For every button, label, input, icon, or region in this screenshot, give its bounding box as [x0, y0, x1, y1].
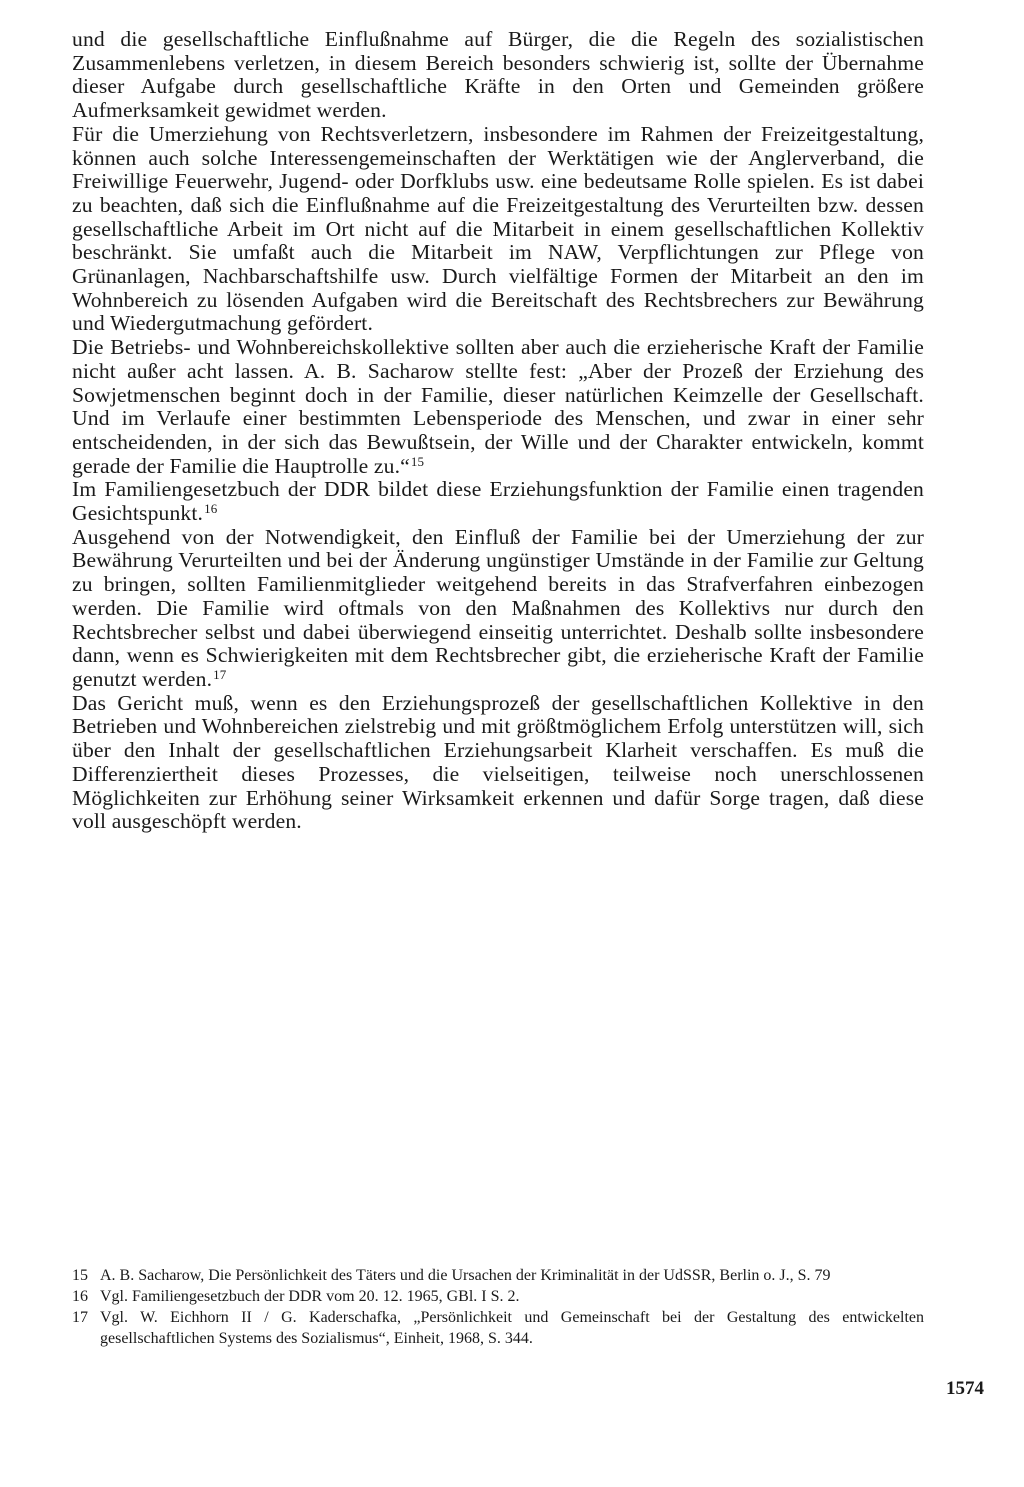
footnote-15 [72, 1265, 924, 1286]
footnote-ref-17[interactable]: 17 [213, 666, 227, 682]
footnotes [72, 1265, 924, 1349]
footnote-text: A. B. Sacharow, Die Persönlichkeit des Täters und die Ursachen der Kriminalität in der UdSSR, Berlin o. J., S. 79 [100, 1267, 831, 1284]
paragraph-2 [72, 123, 924, 336]
paragraph-1-text: und die gesellschaftliche Einflußnahme auf Bürger, die die Regeln des sozialistischen Zusammenlebens verletzen, in diesem Bereich besonders schwierig ist, sollte der Übernahme dieser Aufgabe durch gesellschaftliche Kräfte in den Orten und Gemeinden größere Aufmerksamkeit gewidmet werden. [72, 27, 924, 123]
paragraph-5-text: Ausgehend von der Notwendigkeit, den Einfluß der Familie bei der Umerziehung der zur Bewährung Verurteilten und bei der Änderung ungünstiger Umstände in der Familie zur Geltung zu bringen, sollten Familienmitglieder weitgehend bereits in das Strafverfahren einbezogen werden. Die Familie wird oftmals von den Maßnahmen des Kollektivs nur durch den Rechtsbrecher selbst und dabei überwiegend einseitig unterrichtet. Deshalb sollte insbesondere dann, wenn es Schwierigkeiten mit dem Rechtsbrecher gibt, die erzieherische Kraft der Familie genutzt werden. [72, 524, 924, 691]
paragraph-6-text: Das Gericht muß, wenn es den Erziehungsprozeß der gesellschaftlichen Kollektive in den Betrieben und Wohnbereichen zielstrebig und mit größtmöglichem Erfolg unterstützen will, sich über den Inhalt der gesellschaftlichen Erziehungsarbeit Klarheit verschaffen. Es muß die Differenziertheit dieses Prozesses, die vielseitigen, teilweise noch unerschlossenen Möglichkeiten zur Erhöhung seiner Wirksamkeit erkennen und dafür Sorge tragen, daß diese voll ausgeschöpft werden. [72, 690, 924, 834]
page-number: 1574 [946, 1378, 984, 1399]
footnote-number: 17 [72, 1309, 88, 1326]
paragraph-4 [72, 478, 924, 525]
paragraph-1 [72, 28, 924, 123]
footnote-number: 16 [72, 1288, 88, 1305]
paragraph-6 [72, 692, 924, 834]
body-text [72, 28, 924, 834]
paragraph-3 [72, 336, 924, 478]
paragraph-5 [72, 526, 924, 692]
footnote-16 [72, 1286, 924, 1307]
paragraph-3-text: Die Betriebs- und Wohnbereichskollektive sollten aber auch die erzieherische Kraft der Familie nicht außer acht lassen. A. B. Sacharow stellte fest: „Aber der Prozeß der Erziehung des Sowjetmenschen beginnt doch in der Familie, dieser natürlichen Keimzelle der Gesellschaft. Und im Verlaufe einer bestimmten Lebensperiode des Menschen, und zwar in einer sehr entscheidenden, in der sich das Bewußtsein, der Wille und der Charakter entwickeln, kommt gerade der Familie die Hauptrolle zu.“ [72, 335, 924, 478]
paragraph-4-text: Im Familiengesetzbuch der DDR bildet diese Erziehungsfunktion der Familie einen tragenden Gesichtspunkt. [72, 477, 924, 526]
footnote-text: Vgl. Familiengesetzbuch der DDR vom 20. 12. 1965, GBl. I S. 2. [100, 1288, 520, 1305]
paragraph-2-text: Für die Umerziehung von Rechtsverletzern, insbesondere im Rahmen der Freizeitgestaltung, können auch solche Interessengemeinschaften der Werktätigen wie der Anglerverband, die Freiwillige Feuerwehr, Jugend- oder Dorfklubs usw. eine bedeutsame Rolle spielen. Es ist dabei zu beachten, daß sich die Einflußnahme auf die Freizeitgestaltung des Verurteilten bzw. dessen gesellschaftliche Arbeit im Ort nicht auf die Mitarbeit in einem gesellschaftlichen Kollektiv beschränkt. Sie umfaßt auch die Mitarbeit im NAW, Verpflichtungen zur Pflege von Grünanlagen, Nachbarschaftshilfe usw. Durch vielfältige Formen der Mitarbeit an den im Wohnbereich zu lösenden Aufgaben wird die Bereitschaft des Rechtsbrechers zur Bewährung und Wiedergutmachung gefördert. [72, 121, 924, 336]
footnote-ref-16[interactable]: 16 [204, 501, 218, 517]
footnote-number: 15 [72, 1267, 88, 1284]
footnote-ref-15[interactable]: 15 [410, 453, 425, 469]
footnote-text: Vgl. W. Eichhorn II / G. Kaderschafka, „Persönlichkeit und Gemeinschaft bei der Gestaltung des entwickelten gesellschaftlichen Systems des Sozialismus“, Einheit, 1968, S. 344. [100, 1309, 924, 1347]
footnote-17 [72, 1307, 924, 1349]
